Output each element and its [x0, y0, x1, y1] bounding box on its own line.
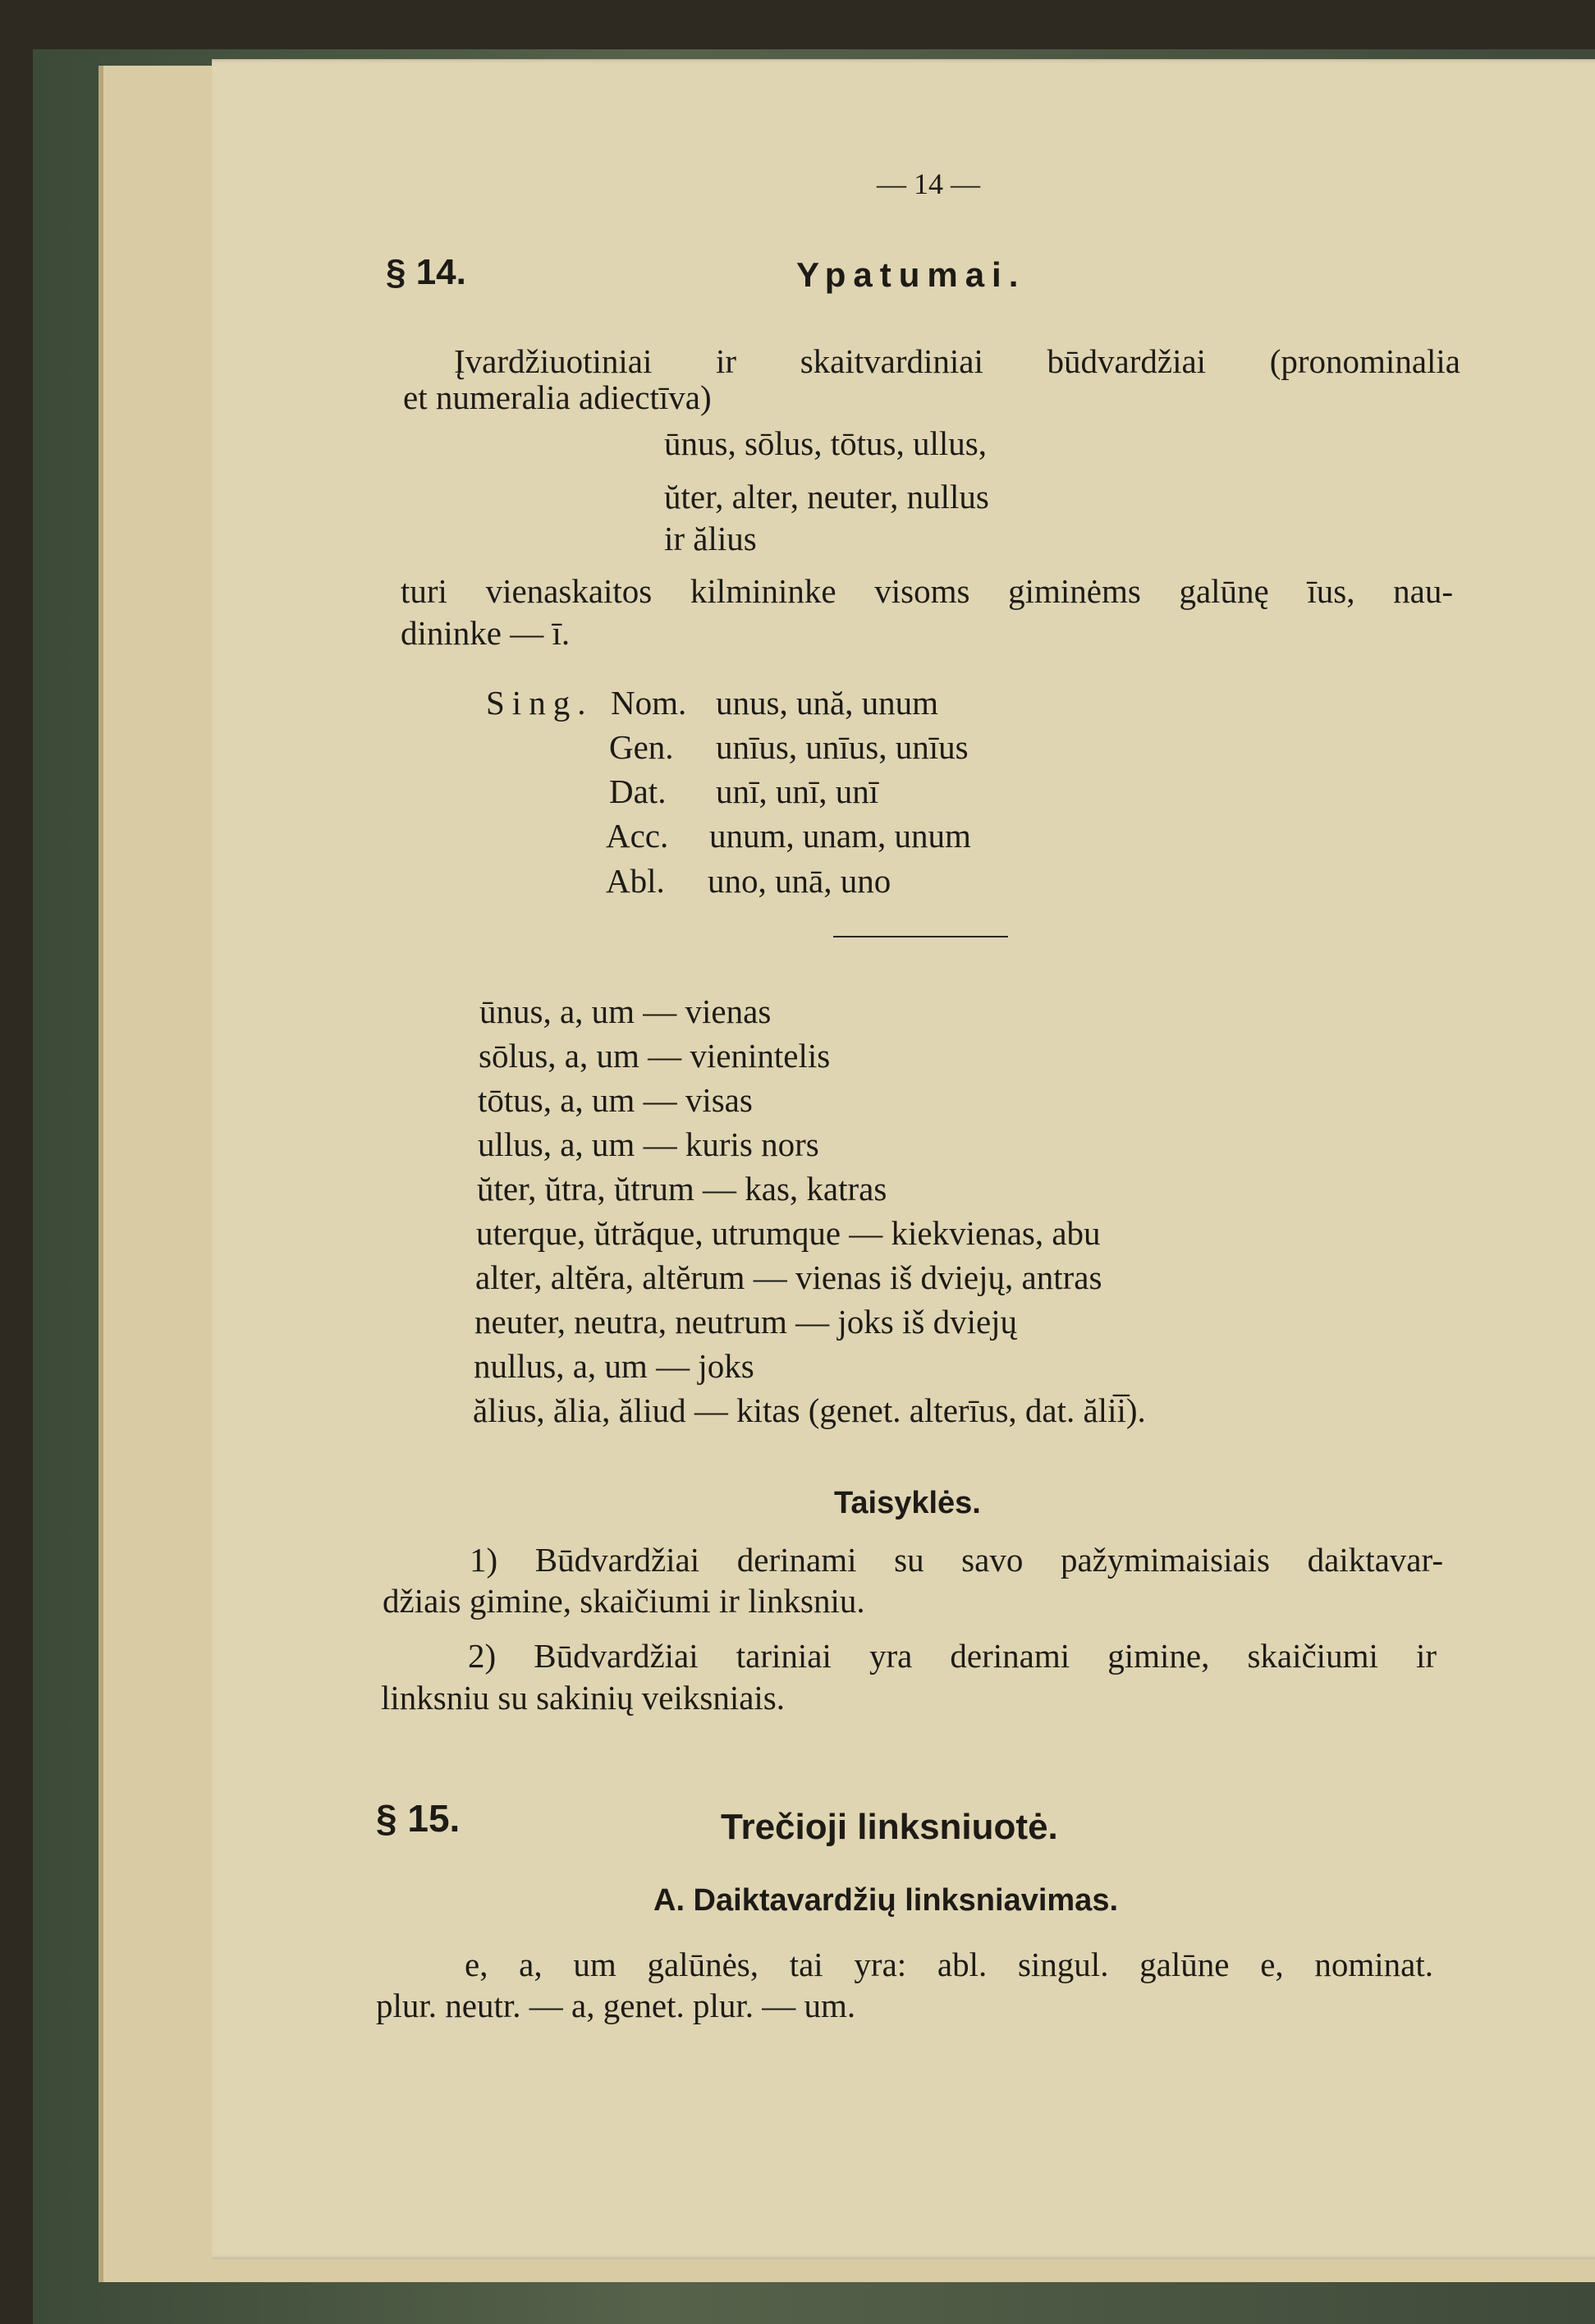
case-forms: unum, unam, unum — [709, 817, 971, 855]
word-list-line: ŭter, alter, neuter, nullus — [664, 478, 989, 516]
section15-line: plur. neutr. — a, genet. plur. — um. — [376, 1987, 856, 2024]
vocab-line: tōtus, a, um — visas — [478, 1081, 753, 1119]
vocab-line: ŭter, ŭtra, ŭtrum — kas, katras — [477, 1170, 887, 1208]
section-subtitle: A. Daiktavardžių linksniavimas. — [653, 1883, 1119, 1918]
section-title: Trečioji linksniuotė. — [721, 1807, 1058, 1847]
section-number: § 14. — [386, 252, 466, 292]
case-label: Abl. — [606, 862, 665, 900]
rule1-line: 1) Būdvardžiai derinami su savo pažymimaisiais daiktavar- — [470, 1541, 1443, 1579]
page-number: — 14 — — [877, 167, 980, 200]
rule2-line: linksniu su sakinių veiksniais. — [381, 1679, 785, 1717]
rule-line: turi vienaskaitos kilmininke visoms giminėms galūnę īus, nau- — [401, 572, 1453, 610]
word-list-line: ūnus, sōlus, tōtus, ullus, — [664, 424, 987, 462]
rule1-line: džiais gimine, skaičiumi ir linksniu. — [383, 1582, 865, 1620]
rule2-line: 2) Būdvardžiai tariniai yra derinami gimine, skaičiumi ir — [468, 1637, 1437, 1675]
vocab-line: ălius, ălia, ăliud — kitas (genet. alterīus, dat. ălii̅). — [473, 1391, 1146, 1429]
vocab-line: nullus, a, um — joks — [474, 1347, 754, 1385]
vocab-line: neuter, neutra, neutrum — joks iš dviejų — [474, 1303, 1018, 1341]
intro-line: Įvardžiuotiniai ir skaitvardiniai būdvardžiai (pronominalia — [454, 342, 1460, 380]
vocab-line: ullus, a, um — kuris nors — [478, 1125, 819, 1163]
case-forms: unīus, unīus, unīus — [716, 728, 969, 766]
section15-line: e, a, um galūnės, tai yra: abl. singul. galūne e, nominat. — [465, 1946, 1433, 1983]
case-label: Nom. — [611, 684, 687, 722]
case-forms: unī, unī, unī — [716, 772, 879, 810]
vocab-line: sōlus, a, um — vienintelis — [479, 1037, 831, 1075]
section-title: Ypatumai. — [796, 255, 1026, 294]
section-number: § 15. — [376, 1797, 461, 1840]
divider — [833, 936, 1008, 937]
case-forms: uno, unā, uno — [708, 862, 891, 900]
word-list-line: ir ălius — [664, 520, 757, 557]
case-forms: unus, ună, unum — [716, 684, 939, 722]
rule-line: dininke — ī. — [401, 614, 571, 652]
rules-heading: Taisyklės. — [834, 1486, 981, 1520]
vocab-line: alter, altĕra, altĕrum — vienas iš dviejų, antras — [475, 1258, 1102, 1296]
intro-line: et numeralia adiectīva) — [403, 378, 712, 416]
case-label: Acc. — [606, 817, 669, 855]
declension-label: Sing. — [486, 684, 594, 722]
vocab-line: uterque, ŭtrăque, utrumque — kiekvienas, abu — [476, 1214, 1101, 1252]
case-label: Gen. — [609, 728, 674, 766]
case-label: Dat. — [609, 772, 667, 810]
vocab-line: ūnus, a, um — vienas — [479, 992, 772, 1030]
